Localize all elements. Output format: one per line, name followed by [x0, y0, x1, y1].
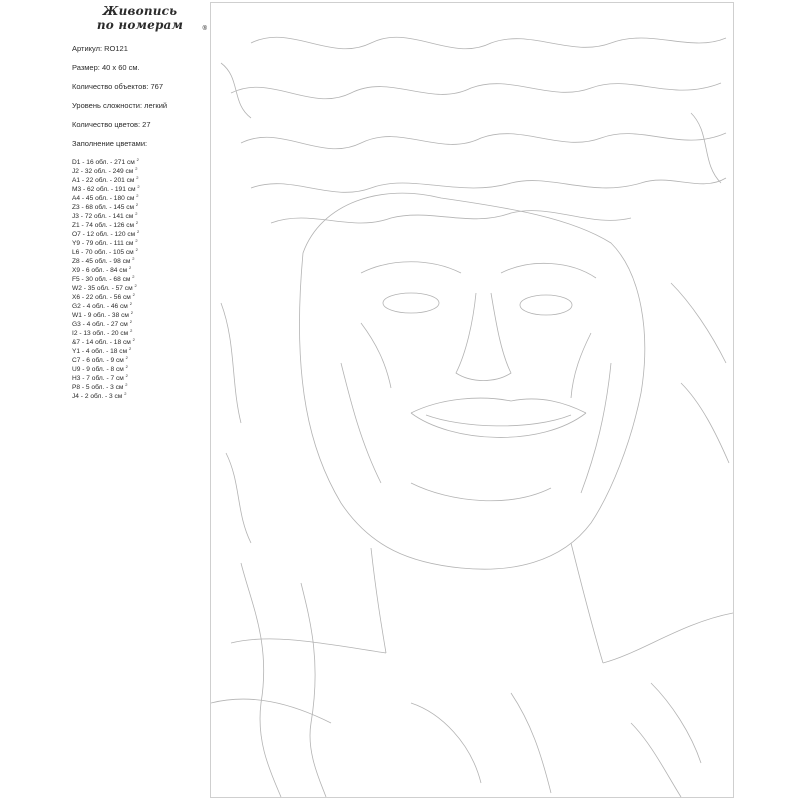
area-unit-superscript: 2 [135, 238, 138, 243]
color-fill-text: A4 - 45 обл. - 180 см [72, 195, 135, 202]
size-text: Размер: 40 х 60 см. [72, 63, 140, 72]
area-unit-superscript: 2 [137, 184, 140, 189]
color-fill-text: H3 - 7 обл. - 7 см [72, 375, 124, 382]
info-panel [72, 4, 208, 398]
color-fill-row [72, 335, 208, 344]
area-unit-superscript: 2 [136, 193, 139, 198]
color-fill-list [72, 155, 208, 398]
hair-swirl [251, 37, 726, 49]
area-unit-superscript: 2 [128, 346, 132, 351]
bg-stroke [411, 693, 551, 793]
coloring-canvas [210, 2, 734, 798]
area-unit-superscript: 2 [130, 310, 134, 315]
color-fill-row [72, 155, 208, 164]
color-fill-text: W1 - 9 обл. - 38 см [72, 312, 129, 319]
area-unit-superscript: 2 [135, 166, 138, 171]
color-fill-text: W2 - 35 обл. - 57 см [72, 285, 133, 292]
area-unit-superscript: 2 [135, 247, 138, 252]
head-outline [299, 193, 644, 569]
area-unit-superscript: 2 [132, 256, 135, 261]
area-unit-superscript: 2 [130, 328, 133, 333]
area-unit-superscript: 2 [135, 202, 139, 207]
article-text: Артикул: RO121 [72, 44, 128, 53]
objects-count-text: Количество объектов: 767 [72, 82, 163, 91]
colors-count-text: Количество цветов: 27 [72, 120, 151, 129]
bg-stroke [631, 683, 701, 797]
color-fill-row [72, 164, 208, 173]
color-fill-row [72, 173, 208, 182]
color-fill-text: Z8 - 45 обл. - 98 см [72, 258, 131, 265]
brow-right [501, 263, 596, 278]
bg-stroke [221, 303, 251, 543]
color-fill-row [72, 326, 208, 335]
area-unit-superscript: 2 [135, 220, 139, 225]
eye-right [520, 295, 572, 315]
color-fill-row [72, 254, 208, 263]
area-unit-superscript: 2 [129, 301, 132, 306]
brand-logo [72, 4, 208, 32]
hair-swirl [251, 178, 726, 192]
color-fill-text: Z3 - 68 обл. - 145 см [72, 204, 135, 211]
color-fill-text: M3 - 62 обл. - 191 см [72, 186, 136, 193]
color-fill-row [72, 245, 208, 254]
color-fill-text: D1 - 16 обл. - 271 см [72, 159, 135, 166]
fill-title: Заполнение цветами: [72, 139, 148, 148]
chin [411, 483, 551, 501]
color-fill-text: C7 - 6 обл. - 9 см [72, 357, 124, 364]
color-fill-row [72, 236, 208, 245]
bg-stroke [241, 563, 281, 797]
color-fill-row [72, 308, 208, 317]
area-unit-superscript: 2 [136, 157, 139, 162]
color-fill-text: G3 - 4 обл. - 27 см [72, 321, 128, 328]
difficulty-text: Уровень сложности: легкий [72, 101, 168, 110]
color-fill-row [72, 389, 208, 398]
hair-swirl [241, 133, 726, 149]
color-fill-text: &7 - 14 обл. - 18 см [72, 339, 131, 346]
area-unit-superscript: 2 [125, 364, 128, 369]
color-fill-row [72, 227, 208, 236]
color-fill-row [72, 380, 208, 389]
area-unit-superscript: 2 [137, 229, 140, 234]
mouth-lower [411, 413, 586, 437]
color-fill-text: J2 - 32 обл. - 249 см [72, 168, 134, 175]
area-unit-superscript: 2 [134, 283, 137, 288]
color-fill-text: Z1 - 74 обл. - 126 см [72, 222, 135, 229]
hair-swirl [221, 63, 721, 183]
color-fill-text: J4 - 2 обл. - 3 см [72, 393, 123, 400]
area-unit-superscript: 2 [136, 175, 139, 180]
product-meta [72, 44, 208, 129]
color-fill-row [72, 182, 208, 191]
nose [456, 293, 511, 381]
eye-left [383, 293, 439, 313]
area-unit-superscript: 2 [125, 373, 128, 378]
area-unit-superscript: 2 [125, 382, 128, 387]
neck-outline [371, 543, 603, 663]
cheek-line [341, 363, 611, 493]
color-fill-text: P8 - 5 обл. - 3 см [72, 384, 124, 391]
color-fill-row [72, 344, 208, 353]
color-fill-text: U9 - 9 обл. - 8 см [72, 366, 124, 373]
color-fill-text: G2 - 4 обл. - 46 см [72, 303, 128, 310]
registered-mark: ® [201, 25, 208, 32]
shoulder-left [211, 639, 386, 723]
color-fill-row [72, 263, 208, 272]
brand-line-2: по номерам [96, 18, 184, 32]
cheek-line [361, 323, 591, 398]
color-fill-text: X9 - 6 обл. - 84 см [72, 267, 128, 274]
color-fill-row [72, 191, 208, 200]
color-fill-row [72, 362, 208, 371]
color-fill-row [72, 371, 208, 380]
color-fill-text: Y9 - 79 обл. - 111 см [72, 240, 134, 247]
color-fill-text: L6 - 70 обл. - 105 см [72, 249, 134, 256]
color-fill-text: J3 - 72 обл. - 141 см [72, 213, 134, 220]
bg-stroke [301, 583, 326, 797]
area-unit-superscript: 2 [135, 211, 138, 216]
hair-swirl [271, 211, 631, 223]
hair-swirl [231, 83, 721, 99]
color-fill-text: O7 - 12 обл. - 120 см [72, 231, 136, 238]
color-fill-text: Y1 - 4 обл. - 18 см [72, 348, 128, 355]
color-fill-row [72, 218, 208, 227]
color-fill-text: F5 - 30 обл. - 68 см [72, 276, 131, 283]
area-unit-superscript: 2 [128, 265, 132, 270]
color-fill-row [72, 281, 208, 290]
color-fill-row [72, 353, 208, 362]
area-unit-superscript: 2 [125, 355, 128, 360]
area-unit-superscript: 2 [132, 274, 135, 279]
color-fill-row [72, 317, 208, 326]
teeth [426, 415, 571, 426]
area-unit-superscript: 2 [129, 319, 132, 324]
bg-stroke [671, 283, 729, 463]
color-fill-row [72, 290, 208, 299]
color-fill-row [72, 299, 208, 308]
color-fill-text: A1 - 22 обл. - 201 см [72, 177, 135, 184]
mouth-upper [411, 398, 586, 413]
area-unit-superscript: 2 [132, 337, 135, 342]
color-fill-row [72, 200, 208, 209]
color-fill-text: I2 - 13 обл. - 20 см [72, 330, 129, 337]
color-fill-row [72, 272, 208, 281]
portrait-line-sketch [211, 3, 733, 797]
shoulder-right [603, 613, 733, 663]
color-fill-text: X6 - 22 обл. - 56 см [72, 294, 131, 301]
brow-left [361, 262, 461, 273]
brand-line-1: Живопись [102, 4, 178, 18]
area-unit-superscript: 2 [132, 292, 135, 297]
color-fill-row [72, 209, 208, 218]
area-unit-superscript: 2 [124, 391, 127, 396]
